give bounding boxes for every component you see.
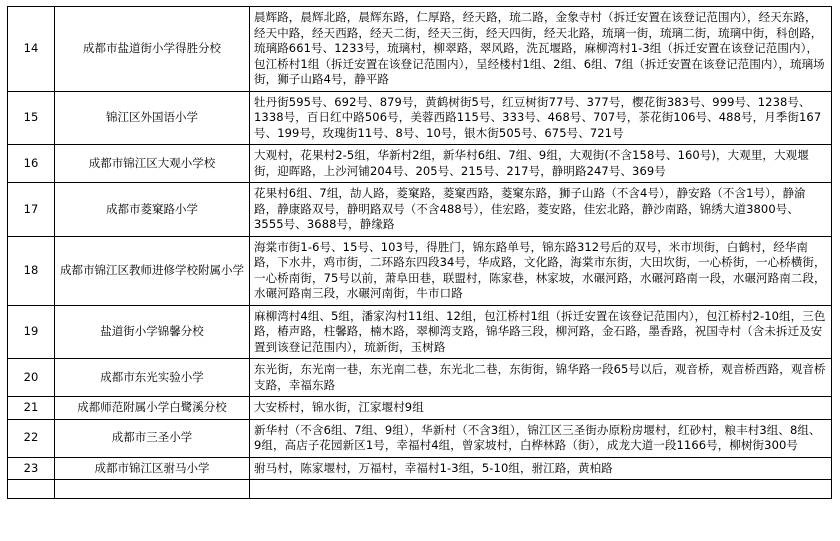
- school-name: 成都市三圣小学: [55, 419, 250, 457]
- row-number: 19: [8, 305, 55, 359]
- enrollment-scope: 新华村（不含6组、7组、9组），华新村（不含3组），锦江区三圣街办原粉房堰村，红砂村，粮丰村3组、8组、9组，高店子花园新区1号，幸福村4组，曾家坡村，白桦林路（街），成龙大道一段1166号，柳树街300号: [250, 419, 832, 457]
- table-row: [8, 305, 832, 359]
- enrollment-scope: 晨辉路，晨辉北路，晨辉东路，仁厚路，经天路，琉二路，金象寺村（拆迁安置在该登记范围内），经天东路，经天中路，经天西路，经天二街，经天三街，经天四街，经天北路，琉璃一街，琉璃二街，琉璃中街，科创路，琉璃路661号、1233号，琉璃村，柳翠路，翠风路，洗瓦堰路，麻柳湾村1-3组（拆迁安置在该登记范围内），包江桥村1组（拆迁安置在该登记范围内），呈经楼村1组、2组、6组、7组（拆迁安置在该登记范围内），琉璃场街，狮子山路4号，静平路: [250, 7, 832, 92]
- school-enrollment-table: [7, 6, 832, 499]
- table-row: [8, 7, 832, 92]
- row-number: 18: [8, 236, 55, 305]
- enrollment-scope: 大观村，花果村2-5组，华新村2组，新华村6组、7组、9组，大观街(不含158号、160号)，大观里，大观堰街，迎晖路，上沙河铺204号、205号、215号、217号，静明路247号、369号: [250, 145, 832, 183]
- table-body: [8, 7, 832, 499]
- table-row: [8, 359, 832, 397]
- table-row-partial: [8, 480, 832, 499]
- school-name-empty: [55, 480, 250, 499]
- school-name: 成都市锦江区教师进修学校附属小学: [55, 236, 250, 305]
- enrollment-scope: 东光街，东光南一巷，东光南二巷，东光北二巷，东街街，锦华路一段65号以后，观音桥，观音桥西路，观音桥支路，幸福东路: [250, 359, 832, 397]
- school-name: 成都市东光实验小学: [55, 359, 250, 397]
- table-row: [8, 397, 832, 420]
- school-name: 成都市锦江区大观小学校: [55, 145, 250, 183]
- table-row: [8, 457, 832, 480]
- school-name: 盐道街小学锦馨分校: [55, 305, 250, 359]
- enrollment-scope: 牡丹街595号、692号、879号，黄鹤树街5号，红豆树街77号、377号，樱花街383号、999号、1238号、1338号，百日红中路506号，美蓉西路115号、333号、468号、707号，茶花街106号、488号，月季街167号、199号，玫瑰街11号、8号、10号，银木街505号、675号、721号: [250, 91, 832, 145]
- school-name: 成都师范附属小学白鹭溪分校: [55, 397, 250, 420]
- table-row: [8, 145, 832, 183]
- table-row: [8, 419, 832, 457]
- row-number: 22: [8, 419, 55, 457]
- table-row: [8, 183, 832, 237]
- enrollment-scope-empty: [250, 480, 832, 499]
- table-row: [8, 91, 832, 145]
- row-number: 16: [8, 145, 55, 183]
- enrollment-scope: 大安桥村，锦水街，江家堰村9组: [250, 397, 832, 420]
- enrollment-scope: 驸马村，陈家堰村，万福村，幸福村1-3组，5-10组，驸江路，黄柏路: [250, 457, 832, 480]
- enrollment-scope: 麻柳湾村4组、5组，潘家沟村11组、12组，包江桥村1组（拆迁安置在该登记范围内），包江桥村2-10组，三色路，椿声路，柱馨路，楠木路，翠柳湾支路，锦华路三段，柳河路，金石路，墨香路，祝国寺村（含未拆迁及安置到该登记范围内），琉新街，玉树路: [250, 305, 832, 359]
- row-number: 20: [8, 359, 55, 397]
- school-name: 成都市菱窠路小学: [55, 183, 250, 237]
- row-number: 17: [8, 183, 55, 237]
- enrollment-scope: 海棠市街1-6号、15号、103号，得胜门，锦东路单号，锦东路312号后的双号，米市坝街，白鹤村，经华南路，下水井，鸡市街，二环路东四段34号，华成路，文化路，海棠市东街，大田坎街，一心桥街，一心桥横街，一心桥南街，75号以前，萧阜田巷，联盟村，陈家巷，林家坡，水碾河路，水碾河路南一段，水碾河路南二段，水碾河路南三段，水碾河南街，牛市口路: [250, 236, 832, 305]
- enrollment-scope: 花果村6组、7组，劼人路，菱窠路，菱窠西路，菱窠东路，狮子山路（不含4号），静安路（不含1号），静渝路，静康路双号，静明路双号（不含488号），佳宏路，菱安路，佳宏北路，静沙南路，锦绣大道3800号、3555号、3688号，静缘路: [250, 183, 832, 237]
- school-name: 成都市锦江区驸马小学: [55, 457, 250, 480]
- row-number: 21: [8, 397, 55, 420]
- school-name: 成都市盐道街小学得胜分校: [55, 7, 250, 92]
- row-number: 15: [8, 91, 55, 145]
- row-number-empty: [8, 480, 55, 499]
- row-number: 23: [8, 457, 55, 480]
- table-row: [8, 236, 832, 305]
- school-name: 锦江区外国语小学: [55, 91, 250, 145]
- row-number: 14: [8, 7, 55, 92]
